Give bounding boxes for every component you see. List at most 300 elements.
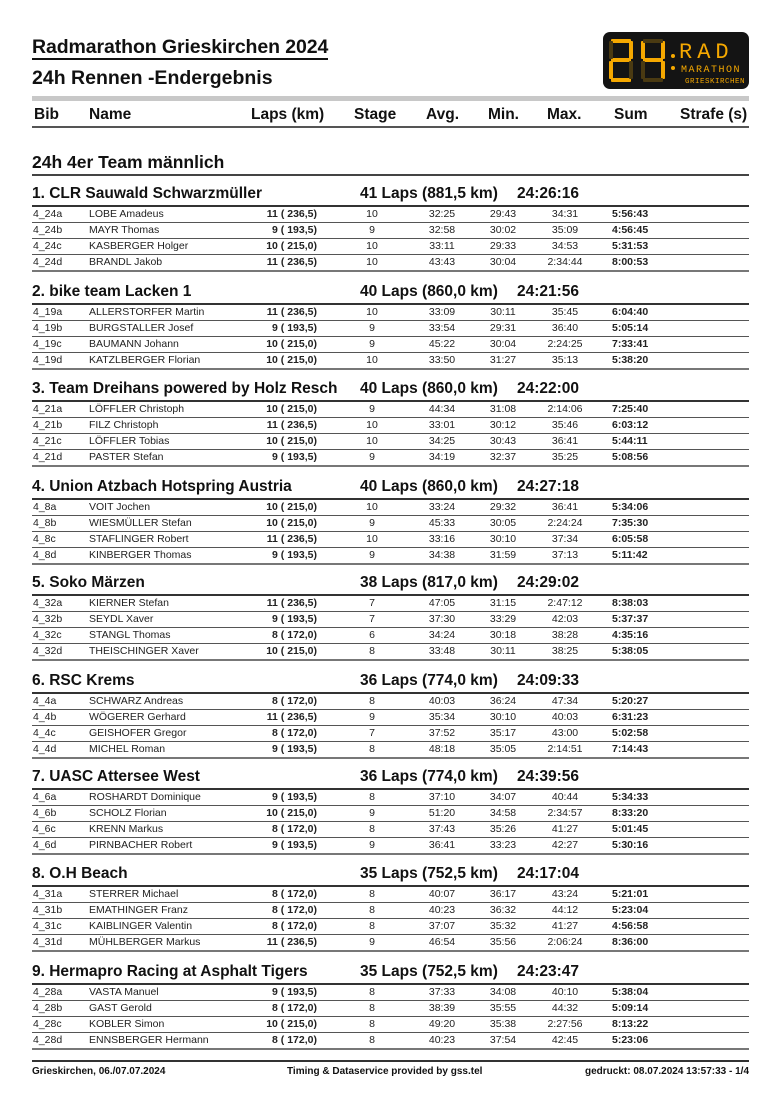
team-block (32, 863, 749, 952)
rider-max: 35:25 (551, 451, 579, 463)
rider-name: WIESMÜLLER Stefan (89, 517, 192, 529)
rider-avg: 34:24 (428, 629, 456, 641)
rider-sum: 7:14:43 (612, 743, 649, 755)
team-total-time: 24:17:04 (517, 865, 580, 882)
team-title: 5. Soko Märzen (32, 574, 145, 591)
rider-max: 37:13 (551, 549, 579, 561)
table-row (32, 321, 749, 337)
rider-avg: 40:07 (428, 888, 456, 900)
rider-name: MÜHLBERGER Markus (89, 936, 201, 948)
rider-stage: 9 (369, 451, 375, 463)
table-row (32, 790, 749, 806)
table-row (32, 207, 749, 223)
rider-bib: 4_31c (33, 920, 62, 932)
rider-stage: 10 (366, 419, 378, 431)
rider-sum: 6:04:40 (612, 306, 649, 318)
rider-avg: 47:05 (428, 597, 456, 609)
rider-stage: 8 (369, 823, 375, 835)
rider-avg: 34:25 (428, 435, 456, 447)
rider-bib: 4_32b (33, 613, 63, 625)
rider-avg: 33:01 (428, 419, 456, 431)
team-laps-km: 40 Laps (860,0 km) (360, 380, 498, 397)
rider-avg: 35:34 (428, 711, 456, 723)
table-row (32, 418, 749, 434)
team-title: 4. Union Atzbach Hotspring Austria (32, 478, 292, 495)
rider-sum: 5:01:45 (612, 823, 649, 835)
team-total-time: 24:27:18 (517, 478, 580, 495)
rider-max: 35:45 (551, 306, 579, 318)
rider-avg: 32:58 (428, 224, 456, 236)
rider-sum: 5:30:16 (612, 839, 649, 851)
rider-min: 30:11 (490, 306, 516, 318)
rider-laps: 11 ( 236,5) (266, 711, 317, 723)
rider-max: 47:34 (551, 695, 579, 707)
rider-min: 34:07 (489, 791, 517, 803)
rider-sum: 8:00:53 (612, 256, 649, 268)
team-header (32, 670, 749, 694)
rider-stage: 9 (369, 807, 375, 819)
team-rows (32, 305, 749, 370)
table-row (32, 887, 749, 903)
table-row (32, 935, 749, 952)
rider-min: 33:23 (489, 839, 517, 851)
team-total-time: 24:29:02 (517, 574, 580, 591)
team-laps-km: 35 Laps (752,5 km) (360, 963, 498, 980)
rider-laps: 8 ( 172,0) (272, 727, 317, 739)
rider-name: GAST Gerold (89, 1002, 152, 1014)
rider-min: 29:43 (489, 208, 517, 220)
rider-max: 34:31 (551, 208, 579, 220)
team-rows (32, 207, 749, 272)
rider-max: 42:27 (551, 839, 579, 851)
col-max: Max. (547, 106, 582, 123)
rider-laps: 9 ( 193,5) (272, 986, 317, 998)
rider-min: 30:18 (489, 629, 517, 641)
rider-bib: 4_31b (33, 904, 63, 916)
rider-sum: 7:35:30 (612, 517, 649, 529)
team-header (32, 378, 749, 402)
rider-stage: 10 (366, 533, 378, 545)
rider-name: BRANDL Jakob (89, 256, 163, 268)
footer-timing-credit: Timing & Dataservice provided by gss.tel (287, 1066, 483, 1077)
rider-min: 30:10 (489, 711, 517, 723)
rider-avg: 32:25 (428, 208, 456, 220)
rider-min: 31:27 (489, 354, 517, 366)
rider-bib: 4_6b (33, 807, 57, 819)
team-header (32, 863, 749, 887)
column-header-row (32, 104, 749, 128)
team-rows (32, 985, 749, 1050)
rider-name: LÖFFLER Tobias (89, 435, 170, 447)
rider-min: 34:58 (489, 807, 517, 819)
rider-max: 41:27 (551, 920, 579, 932)
table-row (32, 644, 749, 661)
footer-print-info: gedruckt: 08.07.2024 13:57:33 - 1/4 (585, 1066, 749, 1077)
rider-min: 30:10 (489, 533, 517, 545)
rider-max: 2:47:12 (547, 597, 583, 609)
rider-laps: 9 ( 193,5) (272, 613, 317, 625)
rider-bib: 4_31a (33, 888, 63, 900)
table-row (32, 548, 749, 565)
rider-laps: 11 ( 236,5) (266, 208, 317, 220)
team-title: 8. O.H Beach (32, 865, 128, 882)
rider-stage: 8 (369, 888, 375, 900)
table-row (32, 239, 749, 255)
table-row (32, 337, 749, 353)
rider-stage: 9 (369, 711, 375, 723)
rider-sum: 6:31:23 (612, 711, 649, 723)
rider-avg: 40:23 (428, 1034, 456, 1046)
rider-min: 29:31 (489, 322, 517, 334)
rider-min: 33:29 (489, 613, 517, 625)
rider-name: PASTER Stefan (89, 451, 164, 463)
page-title: Radmarathon Grieskirchen 2024 (32, 36, 329, 58)
rider-avg: 33:48 (428, 645, 456, 657)
rider-bib: 4_19a (33, 306, 63, 318)
rider-avg: 34:38 (428, 549, 456, 561)
svg-text:MARATHON: MARATHON (681, 65, 742, 76)
rider-avg: 40:23 (428, 904, 456, 916)
rider-stage: 8 (369, 695, 375, 707)
rider-bib: 4_24d (33, 256, 63, 268)
team-rows (32, 887, 749, 952)
team-rows (32, 596, 749, 661)
rider-max: 35:46 (551, 419, 579, 431)
rider-name: LOBE Amadeus (89, 208, 164, 220)
team-block (32, 378, 749, 467)
table-row (32, 903, 749, 919)
rider-sum: 8:33:20 (612, 807, 649, 819)
rider-name: KAIBLINGER Valentin (89, 920, 193, 932)
team-block (32, 281, 749, 370)
table-row (32, 305, 749, 321)
rider-bib: 4_24a (33, 208, 63, 220)
rider-max: 40:10 (551, 986, 579, 998)
rider-min: 31:08 (489, 403, 517, 415)
rider-sum: 5:08:56 (612, 451, 649, 463)
rider-bib: 4_8d (33, 549, 57, 561)
rider-max: 34:53 (551, 240, 579, 252)
team-title: 1. CLR Sauwald Schwarzmüller (32, 185, 262, 202)
rider-stage: 10 (366, 208, 378, 220)
rider-avg: 38:39 (428, 1002, 456, 1014)
rider-sum: 4:56:45 (612, 224, 649, 236)
team-block (32, 766, 749, 855)
rider-sum: 5:09:14 (612, 1002, 649, 1014)
rider-laps: 10 ( 215,0) (266, 645, 317, 657)
table-row (32, 353, 749, 370)
24-rad-marathon-logo-icon (603, 32, 749, 89)
rider-stage: 9 (369, 517, 375, 529)
rider-name: THEISCHINGER Xaver (89, 645, 199, 657)
rider-bib: 4_4d (33, 743, 57, 755)
rider-stage: 10 (366, 435, 378, 447)
col-min: Min. (488, 106, 519, 123)
rider-stage: 8 (369, 645, 375, 657)
rider-laps: 8 ( 172,0) (272, 888, 317, 900)
rider-max: 41:27 (551, 823, 579, 835)
rider-min: 30:04 (489, 256, 517, 268)
table-row (32, 694, 749, 710)
rider-bib: 4_28d (33, 1034, 63, 1046)
rider-bib: 4_8a (33, 501, 57, 513)
rider-bib: 4_21c (33, 435, 62, 447)
rider-laps: 10 ( 215,0) (266, 354, 317, 366)
table-row (32, 838, 749, 855)
rider-sum: 5:38:05 (612, 645, 649, 657)
rider-name: WÖGERER Gerhard (89, 711, 186, 723)
rider-stage: 8 (369, 1034, 375, 1046)
rider-laps: 10 ( 215,0) (266, 501, 317, 513)
table-row (32, 742, 749, 759)
team-total-time: 24:22:00 (517, 380, 580, 397)
rider-avg: 51:20 (428, 807, 456, 819)
rider-min: 35:38 (489, 1018, 517, 1030)
team-rows (32, 402, 749, 467)
rider-name: BURGSTALLER Josef (89, 322, 194, 334)
team-title: 9. Hermapro Racing at Asphalt Tigers (32, 963, 308, 980)
team-total-time: 24:23:47 (517, 963, 580, 980)
svg-text:RAD: RAD (679, 40, 734, 65)
rider-avg: 33:16 (428, 533, 456, 545)
team-laps-km: 36 Laps (774,0 km) (360, 672, 498, 689)
rider-stage: 9 (369, 322, 375, 334)
rider-stage: 9 (369, 338, 375, 350)
rider-name: ROSHARDT Dominique (89, 791, 201, 803)
rider-stage: 8 (369, 791, 375, 803)
rider-avg: 37:10 (428, 791, 456, 803)
rider-name: ENNSBERGER Hermann (89, 1034, 209, 1046)
rider-min: 36:24 (489, 695, 517, 707)
col-bib: Bib (34, 106, 59, 123)
table-row (32, 612, 749, 628)
rider-laps: 11 ( 236,5) (266, 306, 317, 318)
team-laps-km: 41 Laps (881,5 km) (360, 185, 498, 202)
rider-max: 2:14:06 (547, 403, 583, 415)
rider-sum: 6:03:12 (612, 419, 649, 431)
rider-laps: 8 ( 172,0) (272, 823, 317, 835)
table-row (32, 628, 749, 644)
rider-sum: 4:56:58 (612, 920, 649, 932)
rider-stage: 9 (369, 403, 375, 415)
rider-max: 44:32 (551, 1002, 579, 1014)
rider-laps: 11 ( 236,5) (266, 597, 317, 609)
rider-laps: 10 ( 215,0) (266, 517, 317, 529)
rider-bib: 4_21a (33, 403, 63, 415)
col-name: Name (89, 106, 132, 123)
rider-sum: 4:35:16 (612, 629, 649, 641)
table-row (32, 402, 749, 418)
event-logo (603, 32, 749, 89)
rider-sum: 5:23:04 (612, 904, 649, 916)
table-row (32, 596, 749, 612)
rider-laps: 9 ( 193,5) (272, 743, 317, 755)
team-rows (32, 694, 749, 759)
rider-sum: 5:44:11 (612, 435, 648, 447)
rider-max: 40:44 (551, 791, 579, 803)
rider-name: SEYDL Xaver (89, 613, 154, 625)
rider-sum: 5:02:58 (612, 727, 649, 739)
rider-sum: 5:23:06 (612, 1034, 649, 1046)
rider-name: VASTA Manuel (89, 986, 159, 998)
rider-min: 36:17 (489, 888, 517, 900)
rider-stage: 7 (369, 613, 375, 625)
team-laps-km: 38 Laps (817,0 km) (360, 574, 498, 591)
rider-sum: 8:36:00 (612, 936, 649, 948)
rider-max: 37:34 (551, 533, 579, 545)
rider-max: 43:24 (551, 888, 579, 900)
rider-min: 30:05 (489, 517, 517, 529)
rider-max: 36:41 (551, 435, 579, 447)
rider-bib: 4_28b (33, 1002, 63, 1014)
table-row (32, 450, 749, 467)
rider-name: LÖFFLER Christoph (89, 403, 185, 415)
rider-max: 35:09 (551, 224, 579, 236)
rider-laps: 11 ( 236,5) (266, 256, 317, 268)
rider-stage: 10 (366, 256, 378, 268)
rider-max: 2:24:25 (547, 338, 583, 350)
rider-bib: 4_8b (33, 517, 57, 529)
table-row (32, 434, 749, 450)
team-title: 7. UASC Attersee West (32, 768, 200, 785)
rider-stage: 8 (369, 920, 375, 932)
rider-stage: 10 (366, 501, 378, 513)
rider-max: 2:34:44 (547, 256, 583, 268)
footer-location-date: Grieskirchen, 06./07.07.2024 (32, 1066, 166, 1077)
rider-laps: 8 ( 172,0) (272, 1002, 317, 1014)
rider-min: 34:08 (489, 986, 517, 998)
team-rows (32, 500, 749, 565)
rider-bib: 4_31d (33, 936, 63, 948)
rider-name: FILZ Christoph (89, 419, 159, 431)
page-subtitle: 24h Rennen -Endergebnis (32, 67, 273, 89)
rider-avg: 33:09 (428, 306, 456, 318)
rider-min: 30:12 (489, 419, 517, 431)
rider-name: KATZLBERGER Florian (89, 354, 201, 366)
rider-stage: 9 (369, 936, 375, 948)
rider-name: KINBERGER Thomas (89, 549, 192, 561)
table-row (32, 1017, 749, 1033)
rider-laps: 9 ( 193,5) (272, 549, 317, 561)
rider-stage: 8 (369, 986, 375, 998)
team-laps-km: 35 Laps (752,5 km) (360, 865, 498, 882)
team-title: 3. Team Dreihans powered by Holz Resch (32, 380, 338, 397)
rider-avg: 48:18 (428, 743, 456, 755)
rider-stage: 6 (369, 629, 375, 641)
rider-name: SCHOLZ Florian (89, 807, 167, 819)
rider-sum: 5:38:04 (612, 986, 649, 998)
category-title: 24h 4er Team männlich (32, 150, 749, 176)
table-row (32, 726, 749, 742)
table-row (32, 1001, 749, 1017)
rider-avg: 37:33 (428, 986, 456, 998)
team-total-time: 24:21:56 (517, 283, 580, 300)
rider-laps: 11 ( 236,5) (266, 533, 317, 545)
rider-sum: 5:11:42 (612, 549, 648, 561)
team-block (32, 572, 749, 661)
rider-avg: 49:20 (428, 1018, 456, 1030)
rider-max: 38:25 (551, 645, 579, 657)
rider-avg: 36:41 (428, 839, 456, 851)
col-avg: Avg. (426, 106, 460, 123)
rider-name: KOBLER Simon (89, 1018, 165, 1030)
rider-stage: 8 (369, 1002, 375, 1014)
rider-max: 42:03 (551, 613, 579, 625)
team-title: 2. bike team Lacken 1 (32, 283, 192, 300)
rider-bib: 4_4a (33, 695, 57, 707)
rider-min: 30:43 (489, 435, 517, 447)
rider-bib: 4_6a (33, 791, 57, 803)
rider-stage: 9 (369, 224, 375, 236)
team-header (32, 183, 749, 207)
table-row (32, 532, 749, 548)
rider-bib: 4_19d (33, 354, 63, 366)
rider-min: 31:59 (489, 549, 517, 561)
svg-text:GRIESKIRCHEN: GRIESKIRCHEN (685, 78, 746, 86)
team-laps-km: 40 Laps (860,0 km) (360, 283, 498, 300)
rider-avg: 33:11 (429, 240, 455, 252)
rider-laps: 10 ( 215,0) (266, 338, 317, 350)
table-row (32, 710, 749, 726)
rider-name: PIRNBACHER Robert (89, 839, 193, 851)
rider-avg: 33:50 (428, 354, 456, 366)
rider-bib: 4_28a (33, 986, 63, 998)
rider-min: 30:11 (490, 645, 516, 657)
rider-min: 35:56 (489, 936, 517, 948)
col-laps: Laps (km) (251, 106, 325, 123)
rider-sum: 8:13:22 (612, 1018, 649, 1030)
team-block (32, 670, 749, 759)
rider-laps: 11 ( 236,5) (266, 419, 317, 431)
team-header (32, 572, 749, 596)
team-title: 6. RSC Krems (32, 672, 135, 689)
rider-avg: 43:43 (428, 256, 456, 268)
col-penalty: Strafe (s) (680, 106, 748, 123)
table-row (32, 806, 749, 822)
rider-laps: 9 ( 193,5) (272, 791, 317, 803)
team-total-time: 24:09:33 (517, 672, 580, 689)
rider-max: 36:40 (551, 322, 579, 334)
rider-bib: 4_32a (33, 597, 63, 609)
rider-name: KIERNER Stefan (89, 597, 169, 609)
rider-min: 35:32 (489, 920, 517, 932)
team-rows (32, 790, 749, 855)
rider-laps: 8 ( 172,0) (272, 695, 317, 707)
team-laps-km: 36 Laps (774,0 km) (360, 768, 498, 785)
rider-bib: 4_19b (33, 322, 63, 334)
rider-min: 35:26 (489, 823, 517, 835)
rider-bib: 4_24c (33, 240, 62, 252)
rider-min: 37:54 (489, 1034, 517, 1046)
rider-bib: 4_21b (33, 419, 63, 431)
rider-sum: 5:38:20 (612, 354, 649, 366)
rider-max: 2:24:24 (547, 517, 583, 529)
rider-name: VOIT Jochen (89, 501, 151, 513)
team-laps-km: 40 Laps (860,0 km) (360, 478, 498, 495)
table-row (32, 500, 749, 516)
rider-min: 32:37 (489, 451, 517, 463)
rider-min: 29:33 (489, 240, 517, 252)
rider-bib: 4_32c (33, 629, 62, 641)
rider-laps: 9 ( 193,5) (272, 224, 317, 236)
rider-sum: 5:37:37 (612, 613, 649, 625)
rider-name: MICHEL Roman (89, 743, 166, 755)
rider-stage: 10 (366, 240, 378, 252)
table-row (32, 516, 749, 532)
team-header (32, 281, 749, 305)
rider-sum: 6:05:58 (612, 533, 649, 545)
rider-sum: 5:31:53 (612, 240, 649, 252)
